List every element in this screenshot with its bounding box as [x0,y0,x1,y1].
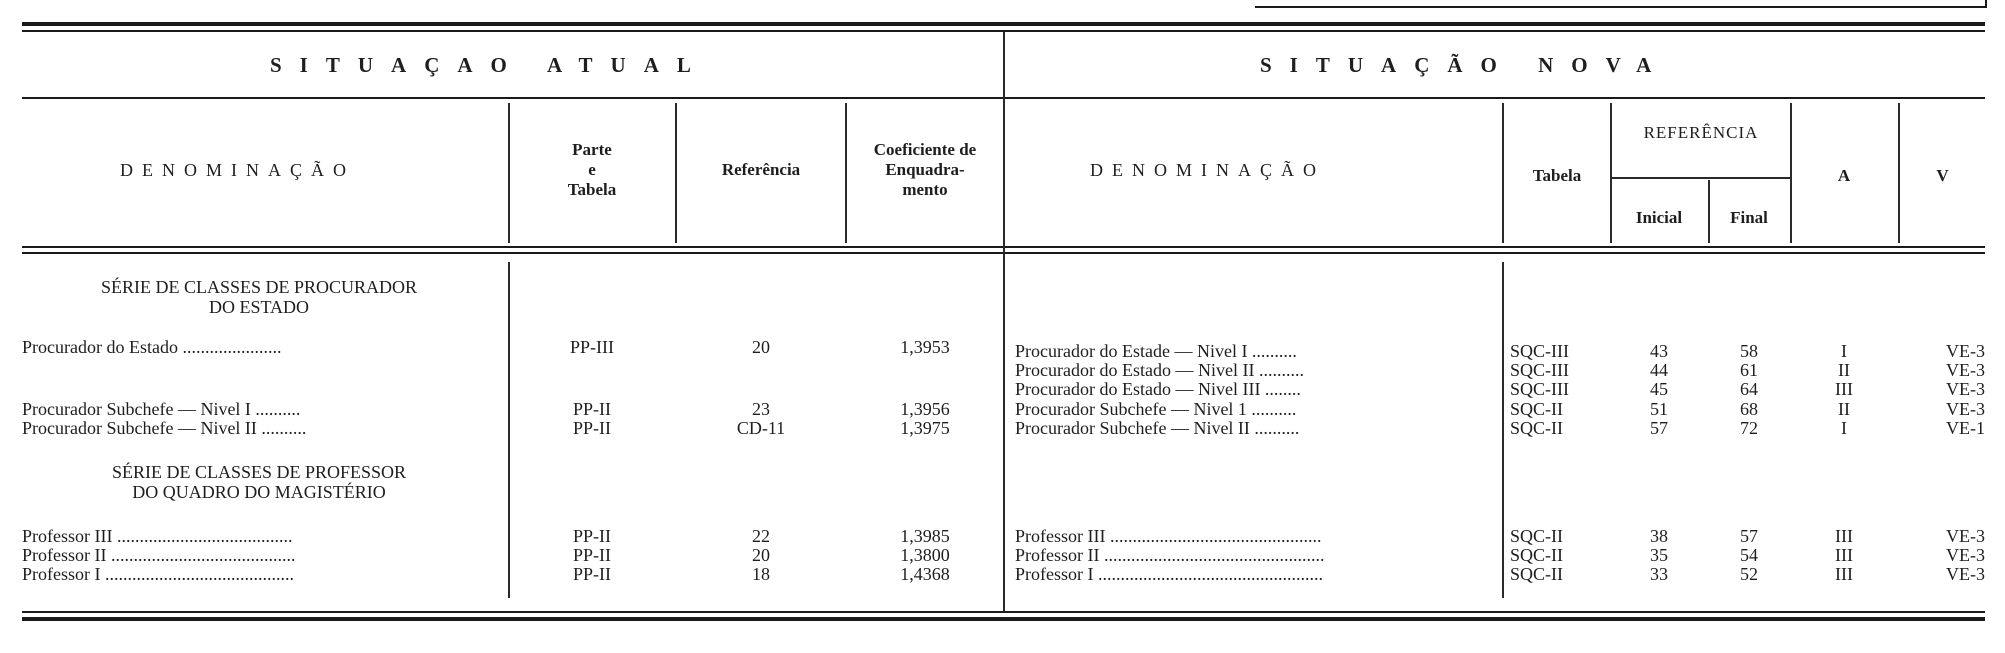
new-tabela: SQC-III [1510,379,1569,399]
new-v: VE-3 [1946,545,1985,565]
header-referencia-old: Referência [721,160,801,179]
old-ref: 23 [752,399,770,419]
new-final: 54 [1740,545,1758,565]
old-denominacao: Procurador Subchefe — Nivel I .......... [22,399,301,419]
header-inicial: Inicial [1635,208,1683,227]
new-a: III [1835,526,1853,546]
new-a: I [1841,418,1847,438]
referencia-subrule [1610,177,1790,179]
new-final: 72 [1740,418,1758,438]
old-denominacao: Professor II ......................................... [22,545,296,565]
new-tabela: SQC-II [1510,399,1563,419]
old-coef: 1,3953 [900,337,950,357]
old-denominacao: Procurador do Estado ...................... [22,337,282,357]
old-denominacao: Professor III ....................................... [22,526,293,546]
new-final: 57 [1740,526,1758,546]
old-coef: 1,3800 [900,545,950,565]
header-a: A [1837,166,1851,185]
new-a: I [1841,341,1847,361]
col-divider-body [1502,262,1504,598]
old-coef: 1,3985 [900,526,950,546]
new-a: III [1835,379,1853,399]
new-denominacao: Procurador Subchefe — Nivel 1 .......... [1015,399,1297,419]
col-divider [845,103,847,243]
new-final: 61 [1740,360,1758,380]
bottom-rule [22,617,1985,621]
new-v: VE-3 [1946,564,1985,584]
new-v: VE-3 [1946,526,1985,546]
new-inicial: 43 [1650,341,1668,361]
new-a: III [1835,564,1853,584]
header-parte-tabela: Parte e Tabela [567,140,617,199]
section-title-nova: SITUAÇÃO NOVA [1260,53,1670,77]
old-parte: PP-II [572,399,611,419]
new-v: VE-3 [1946,360,1985,380]
old-denominacao: Professor I .......................................... [22,564,294,584]
col-divider [675,103,677,243]
new-v: VE-1 [1946,418,1985,438]
new-denominacao: Professor I .................................................. [1015,564,1323,584]
col-divider [1502,103,1504,243]
old-coef: 1,4368 [900,564,950,584]
header-v: V [1936,166,1949,185]
new-denominacao: Professor II ................................................. [1015,545,1325,565]
old-parte: PP-II [572,418,611,438]
header-final: Final [1730,208,1768,227]
new-a: II [1838,399,1850,419]
new-final: 68 [1740,399,1758,419]
top-rule [22,22,1985,26]
new-final: 58 [1740,341,1758,361]
new-a: II [1838,360,1850,380]
new-v: VE-3 [1946,341,1985,361]
new-denominacao: Professor III ............................................... [1015,526,1322,546]
old-ref: 20 [752,545,770,565]
center-divider [1003,32,1005,611]
new-v: VE-3 [1946,399,1985,419]
new-final: 52 [1740,564,1758,584]
new-v: VE-3 [1946,379,1985,399]
new-inicial: 45 [1650,379,1668,399]
new-tabela: SQC-II [1510,545,1563,565]
col-divider-body [508,262,510,598]
new-tabela: SQC-III [1510,360,1569,380]
old-coef: 1,3975 [900,418,950,438]
new-inicial: 38 [1650,526,1668,546]
old-ref: 22 [752,526,770,546]
old-ref: CD-11 [736,418,786,438]
new-inicial: 51 [1650,399,1668,419]
new-inicial: 44 [1650,360,1668,380]
new-inicial: 35 [1650,545,1668,565]
new-denominacao: Procurador Subchefe — Nivel II .......... [1015,418,1300,438]
old-parte: PP-III [570,337,614,357]
series-title-professor: SÉRIE DE CLASSES DE PROFESSOR DO QUADRO DO MAGISTÉRIO [111,462,407,502]
section-title-atual: SITUAÇAO ATUAL [270,53,709,77]
top-corner-rule [1255,0,1987,8]
new-tabela: SQC-II [1510,418,1563,438]
header-referencia-new: REFERÊNCIA [1643,123,1759,142]
new-tabela: SQC-II [1510,564,1563,584]
bottom-rule-thin [22,611,1985,613]
old-parte: PP-II [572,564,611,584]
new-a: III [1835,545,1853,565]
new-denominacao: Procurador do Estado — Nivel II .......... [1015,360,1304,380]
new-tabela: SQC-III [1510,341,1569,361]
new-inicial: 33 [1650,564,1668,584]
old-parte: PP-II [572,545,611,565]
old-ref: 20 [752,337,770,357]
new-final: 64 [1740,379,1758,399]
header-tabela: Tabela [1532,166,1582,185]
new-tabela: SQC-II [1510,526,1563,546]
old-denominacao: Procurador Subchefe — Nivel II .......... [22,418,307,438]
new-denominacao: Procurador do Estado — Nivel III ........ [1015,379,1301,399]
old-coef: 1,3956 [900,399,950,419]
new-denominacao: Procurador do Estade — Nivel I .......... [1015,341,1297,361]
series-title-procurador: SÉRIE DE CLASSES DE PROCURADOR DO ESTADO [100,277,418,317]
header-denominacao-new: DENOMINAÇÃO [1090,160,1325,180]
header-denominacao-old: DENOMINAÇÃO [120,160,355,180]
new-inicial: 57 [1650,418,1668,438]
header-coeficiente: Coeficiente de Enquadra- mento [873,140,977,199]
old-ref: 18 [752,564,770,584]
col-divider [508,103,510,243]
old-parte: PP-II [572,526,611,546]
